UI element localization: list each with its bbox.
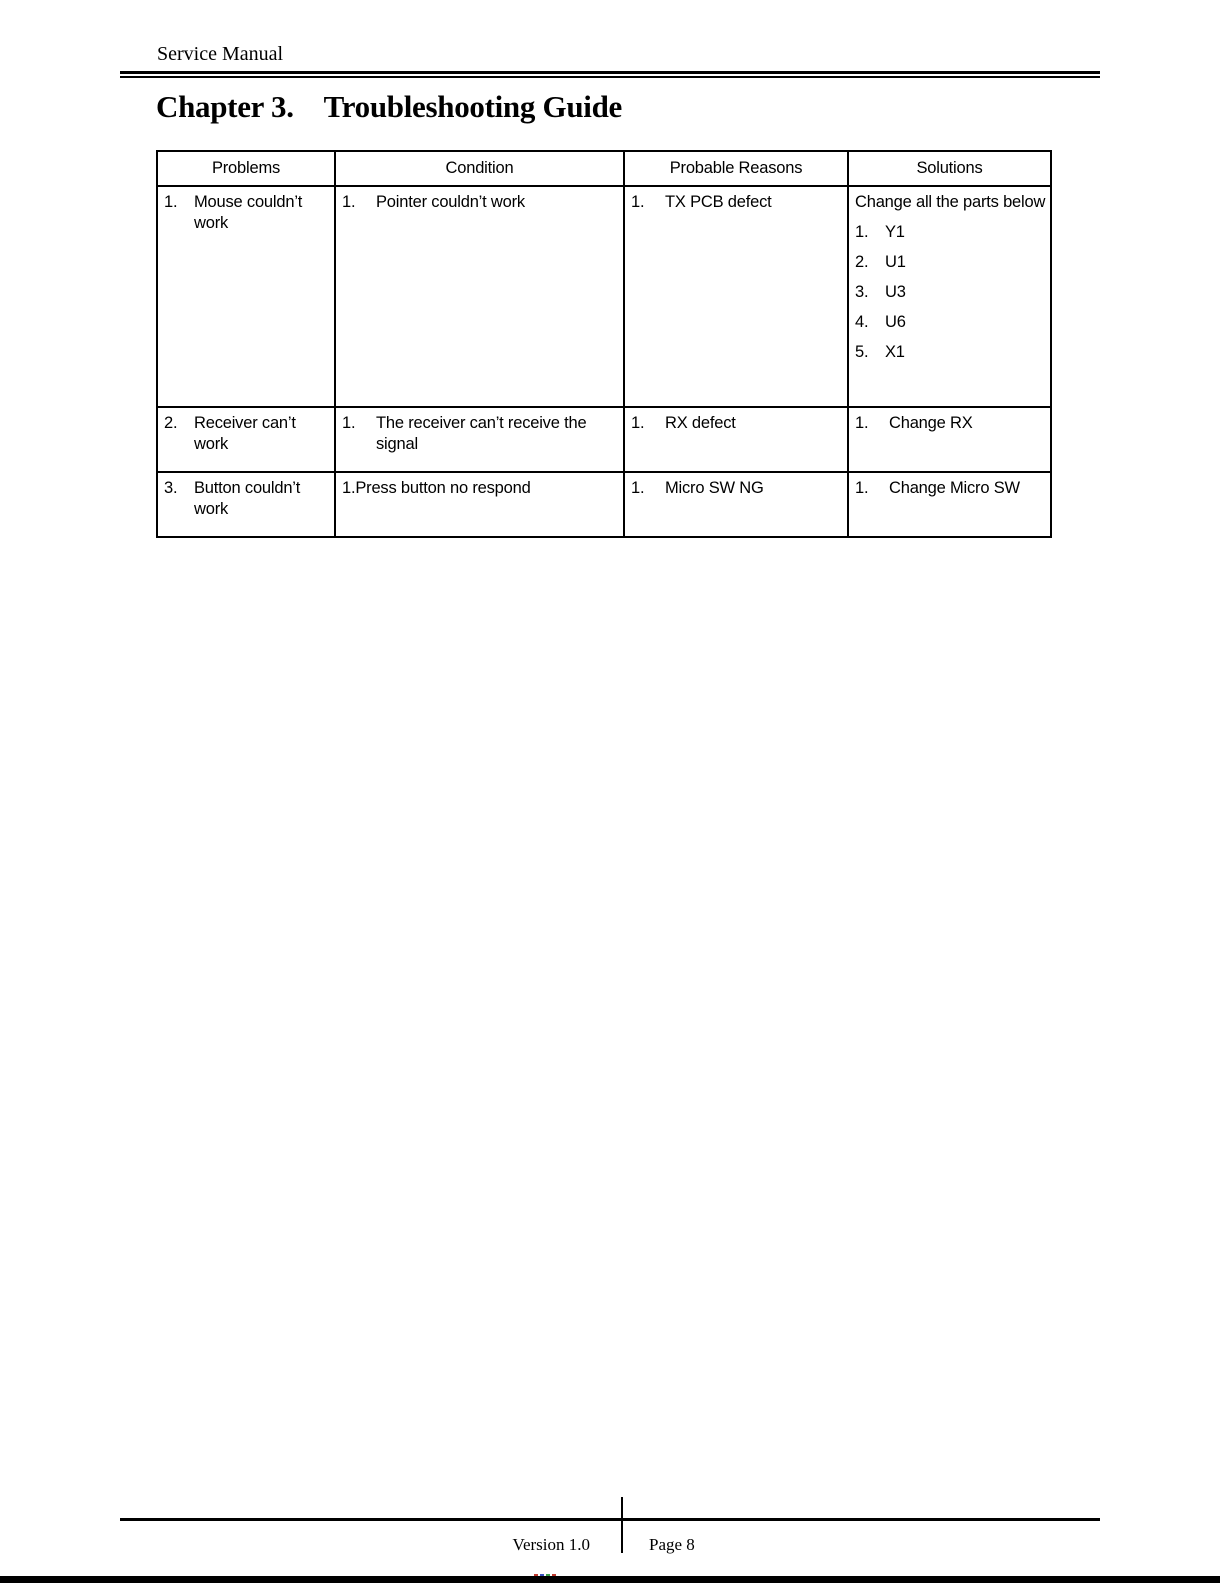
item-number: 3.: [164, 479, 178, 497]
footer-page-number: Page 8: [649, 1535, 695, 1554]
cell-problem-1: [157, 186, 335, 407]
problem-text: Receiver can’t work: [194, 414, 296, 453]
solution-text: Change RX: [889, 414, 973, 432]
cell-condition-2: [335, 407, 624, 472]
cell-solution-3: [848, 472, 1051, 537]
item-number: 1.: [855, 479, 869, 497]
troubleshooting-table-container: [156, 150, 1052, 538]
item-number: 2.: [855, 253, 869, 271]
troubleshooting-table: [156, 150, 1052, 538]
item-number: 5.: [855, 343, 869, 361]
item-number: 1.: [631, 193, 645, 211]
cell-solution-1: [848, 186, 1051, 407]
reason-text: Micro SW NG: [665, 479, 764, 497]
item-number: 1.: [164, 193, 178, 211]
cell-reason-1: [624, 186, 848, 407]
table-header-row: [157, 151, 1051, 186]
running-header: Service Manual: [157, 43, 284, 65]
cell-problem-2: [157, 407, 335, 472]
item-number: 1.: [342, 414, 356, 432]
item-number: 1.: [631, 414, 645, 432]
chapter-number: Chapter 3.: [156, 89, 294, 124]
chapter-title: Troubleshooting Guide: [323, 89, 622, 124]
scan-bottom-edge: [0, 1576, 1220, 1583]
condition-text: 1.Press button no respond: [342, 479, 531, 497]
cell-problem-3: [157, 472, 335, 537]
solution-part: U3: [885, 283, 906, 301]
cell-condition-1: [335, 186, 624, 407]
solution-part: X1: [885, 343, 905, 361]
cell-condition-3: [335, 472, 624, 537]
solution-part: U1: [885, 253, 906, 271]
item-number: 1.: [342, 193, 356, 211]
item-number: 1.: [631, 479, 645, 497]
chapter-heading: [156, 88, 622, 126]
reason-text: TX PCB defect: [665, 193, 772, 211]
problem-text: Mouse couldn’t work: [194, 193, 303, 232]
col-header-condition: Condition: [335, 151, 624, 186]
col-header-probable-reasons: Probable Reasons: [624, 151, 848, 186]
col-header-solutions: Solutions: [848, 151, 1051, 186]
solution-text: Change Micro SW: [889, 479, 1020, 497]
item-number: 1.: [855, 414, 869, 432]
scan-artifact: [534, 1574, 556, 1576]
item-number: 4.: [855, 313, 869, 331]
footer-rule: [120, 1518, 1100, 1521]
footer-version: Version 1.0: [512, 1535, 590, 1554]
cell-reason-3: [624, 472, 848, 537]
cell-solution-2: [848, 407, 1051, 472]
reason-text: RX defect: [665, 414, 736, 432]
solution-intro: Change all the parts below: [855, 193, 1046, 211]
table-row-mouse: [157, 186, 1051, 407]
item-number: 1.: [855, 223, 869, 241]
header-double-rule: [120, 71, 1100, 78]
problem-text: Button couldn’t work: [194, 479, 301, 518]
condition-text: The receiver can’t receive the signal: [376, 414, 587, 453]
table-row-receiver: [157, 407, 1051, 472]
col-header-problems: Problems: [157, 151, 335, 186]
item-number: 2.: [164, 414, 178, 432]
cell-reason-2: [624, 407, 848, 472]
item-number: 3.: [855, 283, 869, 301]
condition-text: Pointer couldn’t work: [376, 193, 525, 211]
table-row-button: [157, 472, 1051, 537]
solution-part: U6: [885, 313, 906, 331]
solution-part: Y1: [885, 223, 905, 241]
footer-divider-line: [621, 1497, 623, 1553]
